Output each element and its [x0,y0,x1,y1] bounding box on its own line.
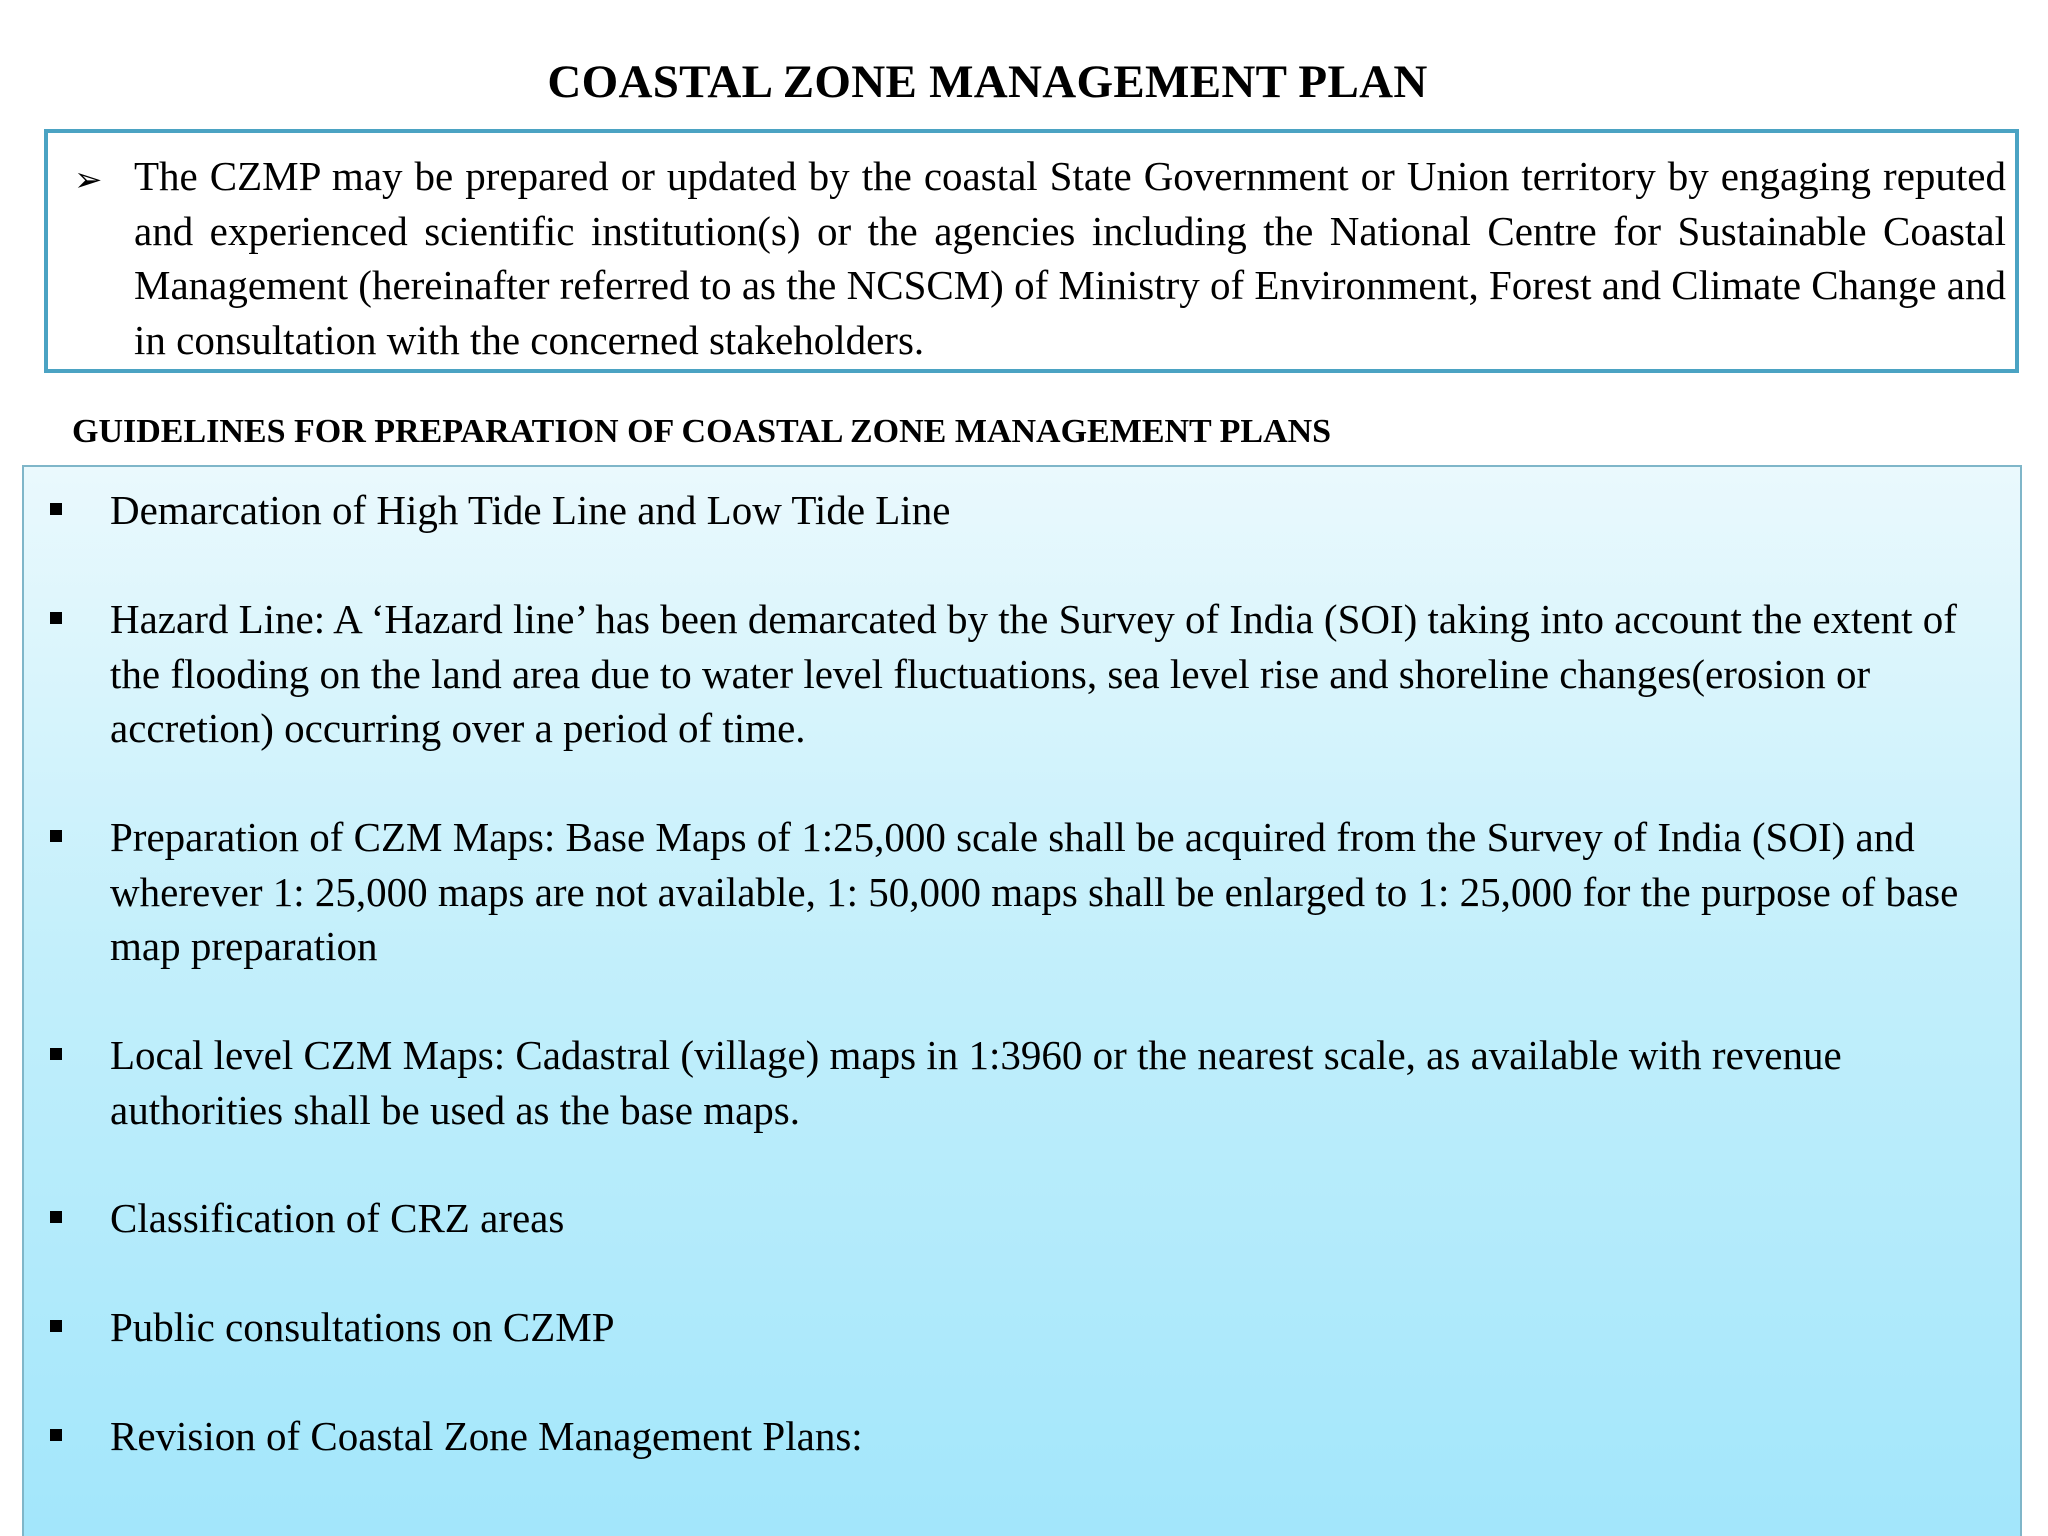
guidelines-heading: GUIDELINES FOR PREPARATION OF COASTAL ZONE MANAGEMENT PLANS [72,413,1332,450]
square-bullet-icon [50,1211,62,1223]
guideline-text: Public consultations on CZMP [110,1304,615,1350]
square-bullet-icon [50,830,62,842]
guideline-text: Hazard Line: A ‘Hazard line’ has been demarcated by the Survey of India (SOI) taking into account the extent of the flooding on the land area due to water level fluctuations, sea level rise and shoreline changes(erosion or accretion) occurring over a period of time. [110,596,1957,751]
intro-paragraph: The CZMP may be prepared or updated by the coastal State Government or Union territory by engaging reputed and experienced scientific institution(s) or the agencies including the National Centre for Sustainable Coastal Management (hereinafter referred to as the NCSCM) of Ministry of Environment, Forest and Climate Change and in consultation with the concerned stakeholders. [134,153,2006,363]
square-bullet-icon [50,1429,62,1441]
page-title: COASTAL ZONE MANAGEMENT PLAN [547,56,1428,108]
square-bullet-icon [50,503,62,515]
guideline-text: Demarcation of High Tide Line and Low Tide Line [110,487,951,533]
arrow-bullet-icon: ➢ [74,160,103,200]
square-bullet-icon [50,1048,62,1060]
guideline-text: Local level CZM Maps: Cadastral (village) maps in 1:3960 or the nearest scale, as available with revenue authorities shall be used as the base maps. [110,1032,1842,1133]
guideline-text: Classification of CRZ areas [110,1195,565,1241]
square-bullet-icon [50,1320,62,1332]
guideline-text: Preparation of CZM Maps: Base Maps of 1:25,000 scale shall be acquired from the Survey of India (SOI) and wherever 1: 25,000 maps are not available, 1: 50,000 maps shall be enlarged to 1: 25,000 for the purpose of base map preparation [110,814,1959,969]
guidelines-box [22,465,2022,1536]
guideline-text: Revision of Coastal Zone Management Plans: [110,1413,863,1459]
square-bullet-icon [50,612,62,624]
intro-box [44,129,2019,373]
